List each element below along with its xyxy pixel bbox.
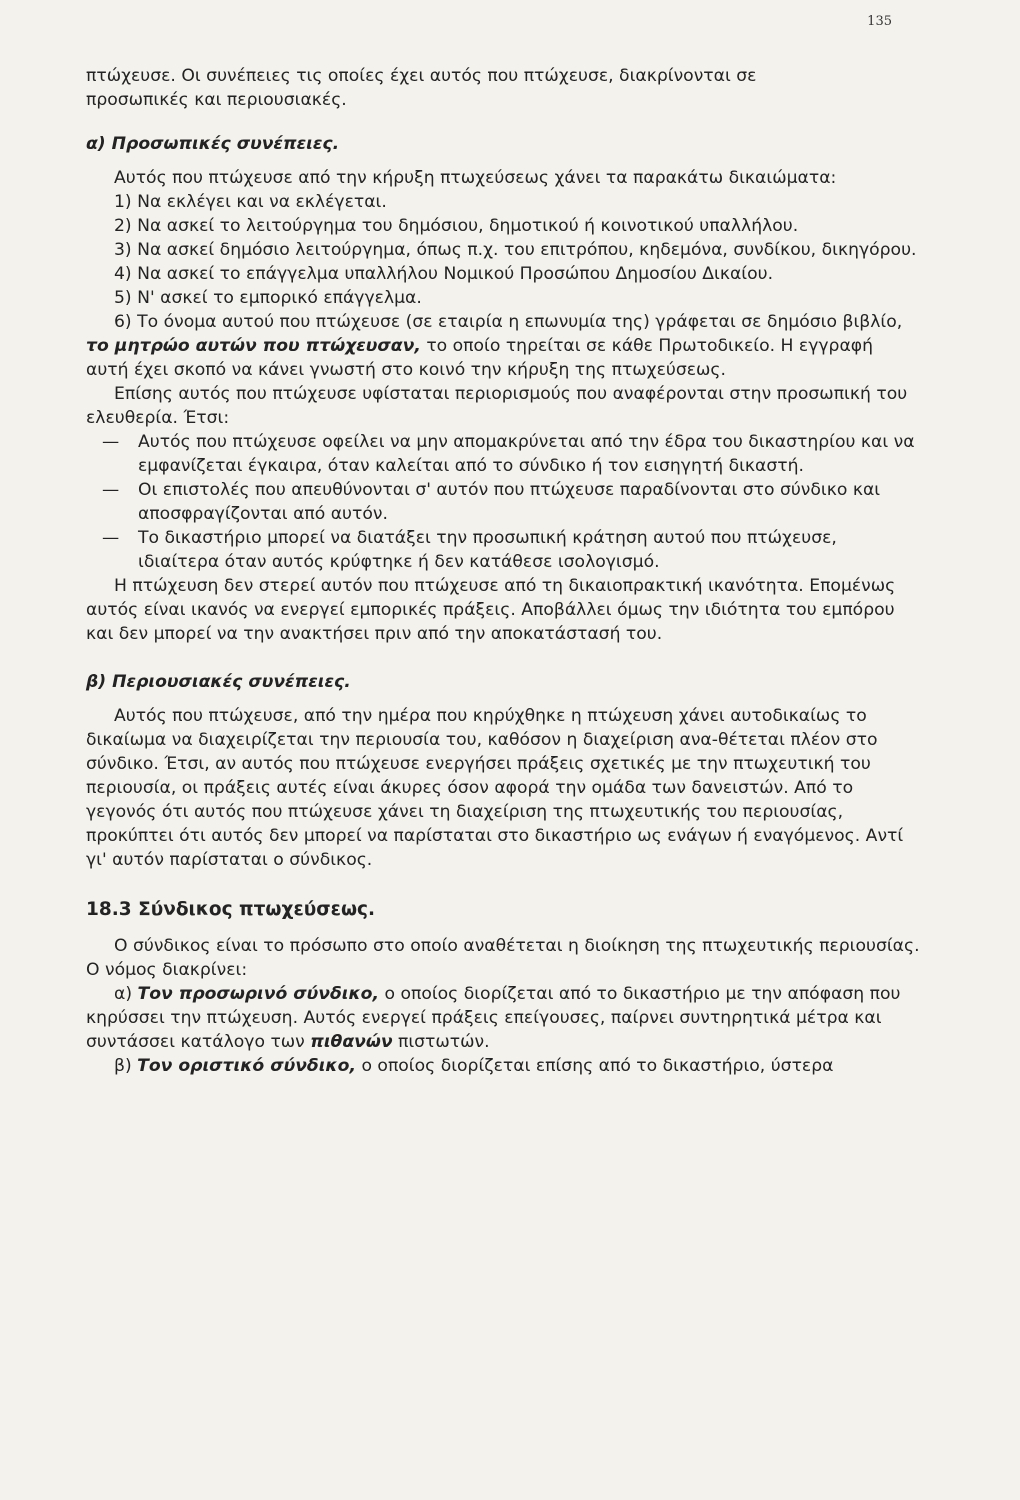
intro-line-2: προσωπικές και περιουσιακές. <box>86 90 347 110</box>
section-a-closing: Η πτώχευση δεν στερεί αυτόν που πτώχευσε από τη δικαιοπρακτική ικανότητα. Επομένως αυτός είναι ικανός να ενεργεί εμπορικές πράξεις. Αποβάλλει όμως την ιδιότητα του εμπόρου και δεν μπορεί να την ανακτήσει πριν από την αποκατάστασή του. <box>86 576 896 644</box>
section-a-intro: Αυτός που πτώχευσε από την κήρυξη πτωχεύσεως χάνει τα παρακάτω δικαιώματα: <box>114 168 837 188</box>
restriction-text: Αυτός που πτώχευσε οφείλει να μην απομακρύνεται από την έδρα του δικαστηρίου και να εμφανίζεται έγκαιρα, όταν καλείται από το σύνδικο ή τον εισηγητή δικαστή. <box>138 432 915 476</box>
section-18-3-title: 18.3 Σύνδικος πτωχεύσεως. <box>86 899 376 920</box>
item-a-text-1: ο οποίος διορίζεται από το δικαστήριο με την απόφαση που κηρύσσει την πτώχευση. Αυτός ενεργεί πράξεις επείγουσες, παίρνει συντηρητικά μέτρα και συντάσσει κατάλογο των <box>86 984 901 1052</box>
rights-item-6-post: το οποίο τηρείται σε κάθε Πρωτοδικείο. Η εγγραφή αυτή έχει σκοπό να κάνει γνωστή στο κοινό την κήρυξη της πτωχεύσεως. <box>86 336 874 380</box>
page-content <box>86 64 920 1078</box>
item-b-label: β) <box>114 1056 138 1076</box>
item-a-text-2: πιστωτών. <box>392 1032 490 1052</box>
dash-marker: — <box>102 432 120 452</box>
definitive-trustee-term: Τον οριστικό σύνδικο, <box>137 1056 356 1076</box>
provisional-trustee-paragraph <box>86 982 920 1054</box>
restriction-text: Οι επιστολές που απευθύνονται σ' αυτόν που πτώχευσε παραδίνονται στο σύνδικο και αποσφραγίζονται από αυτόν. <box>138 480 881 524</box>
section-b-heading: β) Περιουσιακές συνέπειες. <box>86 672 351 692</box>
section-a-heading: α) Προσωπικές συνέπειες. <box>86 134 340 154</box>
intro-line-1: πτώχευσε. Οι συνέπειες τις οποίες έχει αυτός που πτώχευσε, διακρίνονται σε <box>86 66 757 86</box>
page-number: 135 <box>867 14 892 29</box>
item-a-label: α) <box>114 984 138 1004</box>
restrictions-intro: Επίσης αυτός που πτώχευσε υφίσταται περιορισμούς που αναφέρονται στην προσωπική του ελευθερία. Έτσι: <box>86 384 908 428</box>
item-b-text: ο οποίος διορίζεται επίσης από το δικαστήριο, ύστερα <box>355 1056 834 1076</box>
restriction-item <box>86 478 920 526</box>
rights-item-1: 1) Να εκλέγει και να εκλέγεται. <box>114 192 387 212</box>
rights-item-5: 5) Ν' ασκεί το εμπορικό επάγγελμα. <box>114 288 422 308</box>
rights-item-6 <box>86 310 920 382</box>
rights-item-2: 2) Να ασκεί το λειτούργημα του δημόσιου, δημοτικού ή κοινοτικού υπαλλήλου. <box>114 216 799 236</box>
rights-item-4: 4) Να ασκεί το επάγγελμα υπαλλήλου Νομικού Προσώπου Δημοσίου Δικαίου. <box>114 264 774 284</box>
provisional-trustee-term: Τον προσωρινό σύνδικο, <box>137 984 380 1004</box>
section-18-3-intro: Ο σύνδικος είναι το πρόσωπο στο οποίο αναθέτεται η διοίκηση της πτωχευτικής περιουσίας. Ο νόμος διακρίνει: <box>86 936 920 980</box>
dash-marker: — <box>102 528 120 548</box>
dash-marker: — <box>102 480 120 500</box>
restriction-item <box>86 430 920 478</box>
rights-item-3: 3) Να ασκεί δημόσιο λειτούργημα, όπως π.χ. του επιτρόπου, κηδεμόνα, συνδίκου, δικηγόρου. <box>114 240 917 260</box>
registry-term: το μητρώο αυτών που πτώχευσαν, <box>86 336 421 356</box>
section-b-body: Αυτός που πτώχευσε, από την ημέρα που κηρύχθηκε η πτώχευση χάνει αυτοδικαίως το δικαίωμα να διαχειρίζεται την περιουσία του, καθόσον η διαχείριση ανα-θέτεται πλέον στο σύνδικο. Έτσι, αν αυτός που πτώχευσε ενεργήσει πράξεις σχετικές με την πτωχευτική του περιουσία, οι πράξεις αυτές είναι άκυρες όσον αφορά την ομάδα των δανειστών. Από το γεγονός ότι αυτός που πτώχευσε χάνει τη διαχείριση της πτωχευτικής του περιουσίας, προκύπτει ότι αυτός δεν μπορεί να παρίσταται στο δικαστήριο ως ενάγων ή εναγόμενος. Αντί γι' αυτόν παρίσταται ο σύνδικος. <box>86 706 904 870</box>
rights-item-6-pre: 6) Το όνομα αυτού που πτώχευσε (σε εταιρία η επωνυμία της) γράφεται σε δημόσιο βιβλίο, <box>114 312 903 332</box>
probable-term: πιθανών <box>310 1032 393 1052</box>
restriction-item <box>86 526 920 574</box>
restriction-text: Το δικαστήριο μπορεί να διατάξει την προσωπική κράτηση αυτού που πτώχευσε, ιδιαίτερα όταν αυτός κρύφτηκε ή δεν κατάθεσε ισολογισμό. <box>138 528 837 572</box>
definitive-trustee-paragraph <box>86 1054 920 1078</box>
